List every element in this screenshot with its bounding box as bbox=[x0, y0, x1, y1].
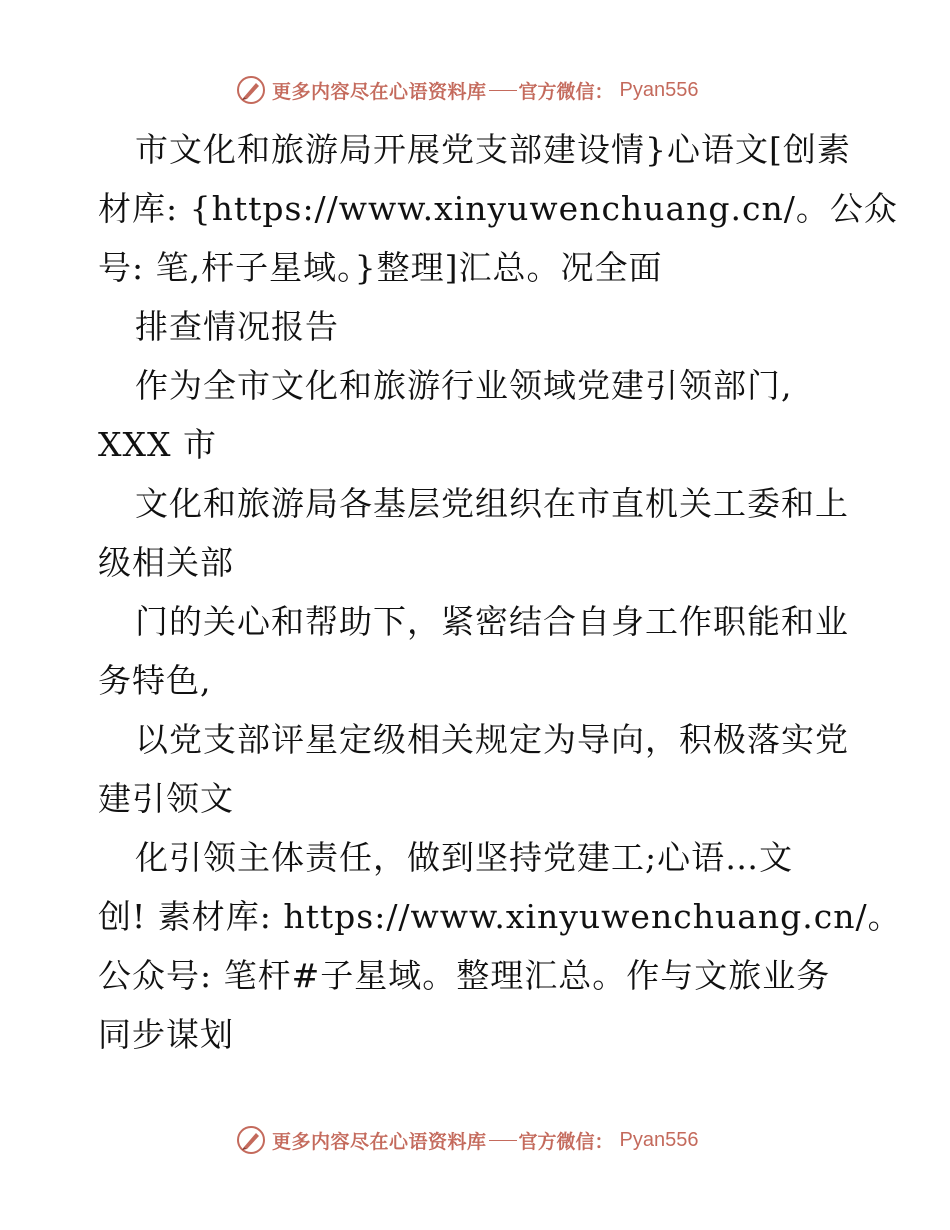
header-watermark bbox=[236, 73, 756, 107]
text-line: 排查情况报告 bbox=[135, 307, 339, 346]
watermark-dash bbox=[489, 90, 517, 91]
watermark-official: 官方微信： bbox=[518, 80, 614, 103]
text-line: 化引领主体责任，做到坚持党建工;心语…文 bbox=[135, 838, 794, 877]
text-line: 公众号: 笔杆#子星域。整理汇总。作与文旅业务 bbox=[98, 956, 831, 995]
watermark-dash bbox=[489, 1140, 517, 1141]
text-line: 市文化和旅游局开展党支部建设情}心语文[创素 bbox=[135, 130, 851, 169]
document-body bbox=[98, 120, 902, 1064]
text-line: 建引领文 bbox=[98, 779, 234, 818]
text-line: 材库: {https://www.xinyuwenchuang.cn/。公众 bbox=[98, 189, 898, 228]
watermark-text: 更多内容尽在心语资料库 bbox=[272, 80, 487, 103]
watermark-wechat-id: Pyan556 bbox=[619, 1128, 699, 1151]
text-line: 创! 素材库: https://www.xinyuwenchuang.cn/。 bbox=[98, 897, 902, 936]
text-line: 文化和旅游局各基层党组织在市直机关工委和上 bbox=[135, 484, 849, 523]
text-line: 级相关部 bbox=[98, 543, 234, 582]
text-line: 以党支部评星定级相关规定为导向，积极落实党 bbox=[135, 720, 849, 759]
watermark-official: 官方微信： bbox=[518, 1130, 614, 1153]
watermark-wechat-id: Pyan556 bbox=[619, 78, 699, 101]
pen-logo-icon bbox=[236, 75, 266, 105]
footer-watermark bbox=[236, 1123, 756, 1157]
pen-logo-icon bbox=[236, 1125, 266, 1155]
text-line: 同步谋划 bbox=[98, 1015, 234, 1054]
text-line: 号: 笔,杆子星域。}整理]汇总。况全面 bbox=[98, 248, 663, 287]
text-line: 作为全市文化和旅游行业领域党建引领部门, bbox=[135, 366, 793, 405]
watermark-text: 更多内容尽在心语资料库 bbox=[272, 1130, 487, 1153]
text-line: 门的关心和帮助下，紧密结合自身工作职能和业 bbox=[135, 602, 849, 641]
text-line: XXX 市 bbox=[98, 425, 217, 464]
text-line: 务特色, bbox=[98, 661, 212, 700]
